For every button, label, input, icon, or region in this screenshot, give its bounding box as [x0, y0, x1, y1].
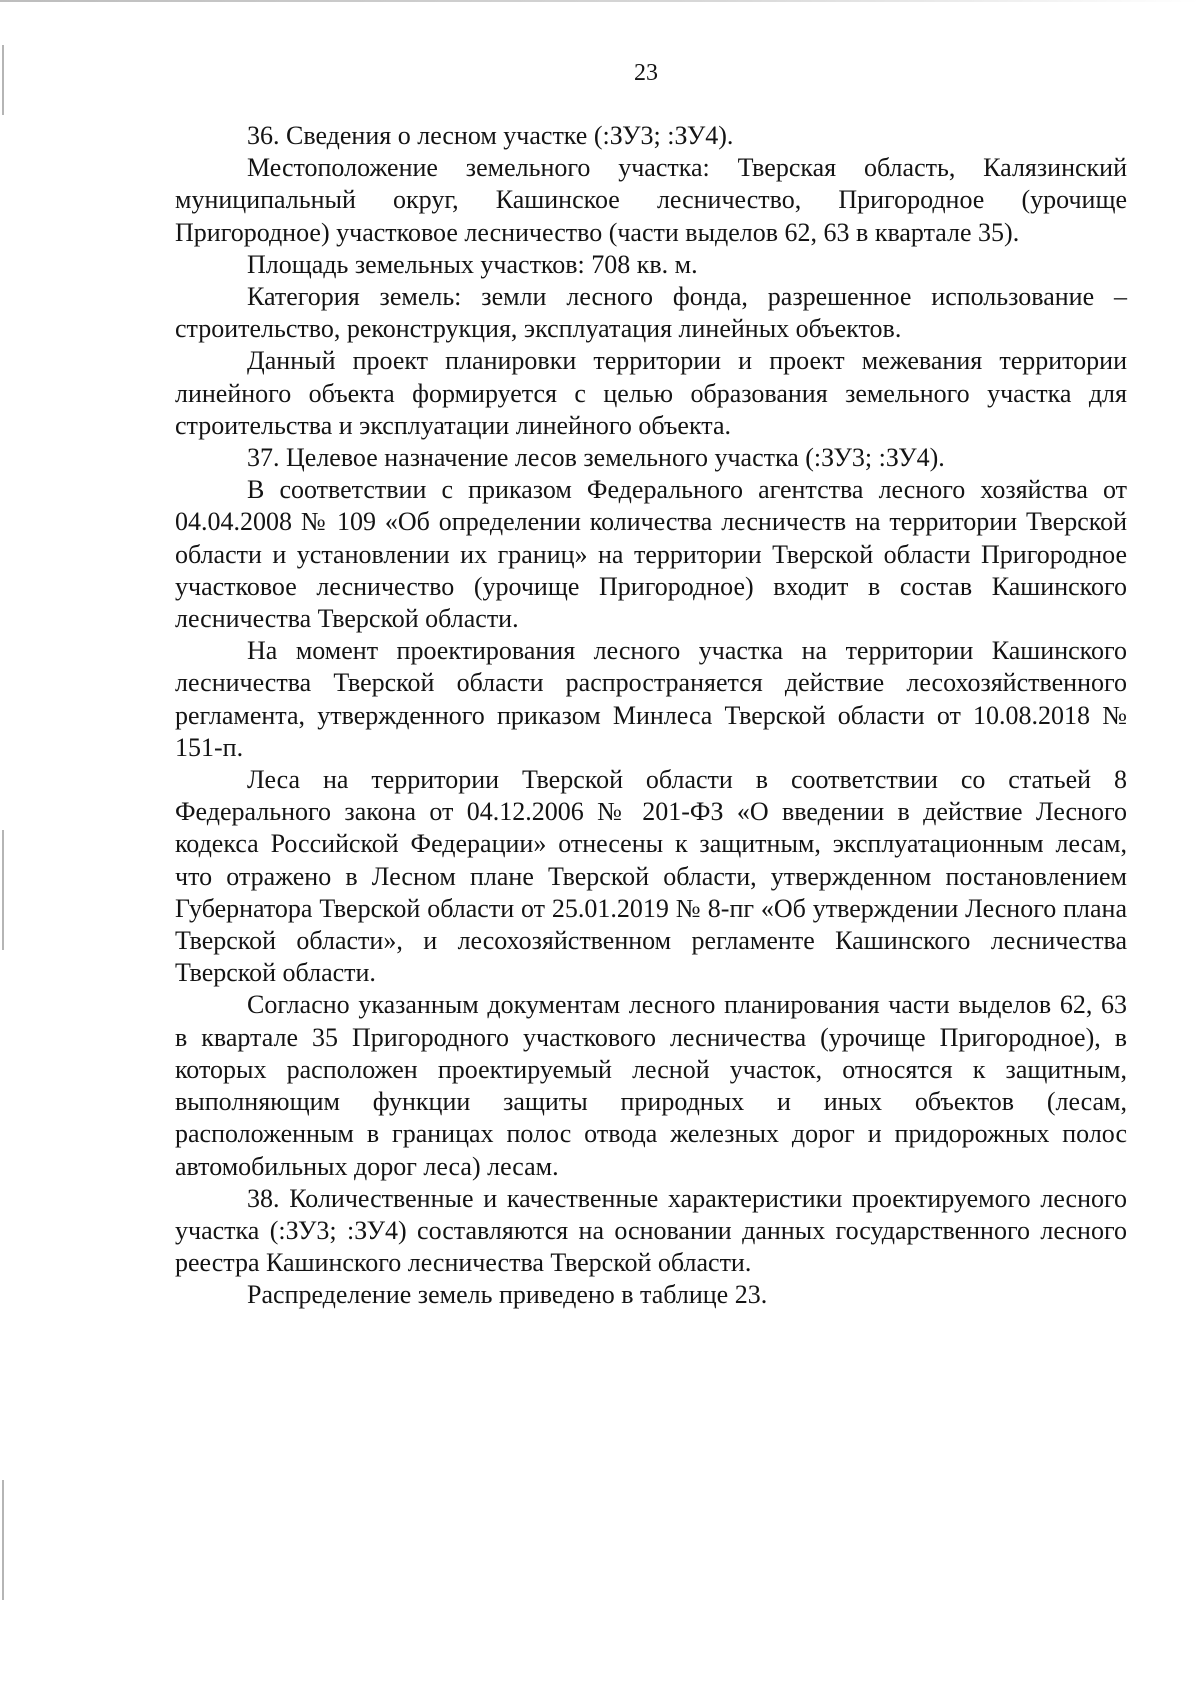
paragraph-regulation: На момент проектирования лесного участка на территории Кашинского лесничества Тверской области распространяется действие лесохозяйственного регламента, утвержденного приказом Минлеса Тверской области от 10.08.2018 № 151-п. [175, 636, 1127, 762]
body-text [175, 120, 1127, 1312]
paragraph-area: Площадь земельных участков: 708 кв. м. [247, 249, 698, 279]
paragraph-section-38: 38. Количественные и качественные характеристики проектируемого лесного участка (:ЗУ3; :ЗУ4) составляются на основании данных государственного лесного реестра Кашинского лесничества Тверской области. [175, 1183, 1127, 1278]
paragraph-table-reference: Распределение земель приведено в таблице 23. [247, 1280, 768, 1310]
paragraph-forest-categories: Леса на территории Тверской области в соответствии со статьей 8 Федерального закона от 04.12.2006 № 201-ФЗ «О введении в действие Лесного кодекса Российской Федерации» отнесены к защитным, эксплуатационным лесам, что отражено в Лесном плане Тверской области, утвержденном постановлением Губернатора Тверской области от 25.01.2019 № 8-пг «Об утверждении Лесного плана Тверской области», и лесохозяйственном регламенте Кашинского лесничества Тверской области. [175, 765, 1127, 988]
scan-edge-top [0, 0, 1200, 2]
scan-edge-left [2, 1480, 4, 1600]
paragraph-section-37-heading: 37. Целевое назначение лесов земельного участка (:ЗУ3; :ЗУ4). [247, 443, 945, 473]
paragraph-land-category: Категория земель: земли лесного фонда, разрешенное использование – строительство, реконструкция, эксплуатация линейных объектов. [175, 282, 1127, 344]
paragraph-section-36-heading: 36. Сведения о лесном участке (:ЗУ3; :ЗУ4). [247, 121, 734, 150]
page-number: 23 [634, 60, 658, 86]
paragraph-project-purpose: Данный проект планировки территории и проект межевания территории линейного объекта формируется с целью образования земельного участка для строительства и эксплуатации линейного объекта. [175, 346, 1127, 440]
paragraph-protective-forests: Согласно указанным документам лесного планирования части выделов 62, 63 в квартале 35 Пригородного участкового лесничества (урочище Пригородное), в которых расположен проектируемый лесной участок, относятся к защитным, выполняющим функции защиты природных и иных объектов (лесам, расположенным в границах полос отвода железных дорог и придорожных полос автомобильных дорог леса) лесам. [175, 990, 1127, 1181]
paragraph-location: Местоположение земельного участка: Тверская область, Калязинский муниципальный округ, Кашинское лесничество, Пригородное (урочище Пригородное) участковое лесничество (части выделов 62, 63 в квартале 35). [175, 153, 1127, 247]
paragraph-order-reference: В соответствии с приказом Федерального агентства лесного хозяйства от 04.04.2008 № 109 «Об определении количества лесничеств на территории Тверской области и установлении их границ» на территории Тверской области Пригородное участковое лесничество (урочище Пригородное) входит в состав Кашинского лесничества Тверской области. [175, 475, 1127, 634]
scan-edge-left [2, 830, 4, 950]
